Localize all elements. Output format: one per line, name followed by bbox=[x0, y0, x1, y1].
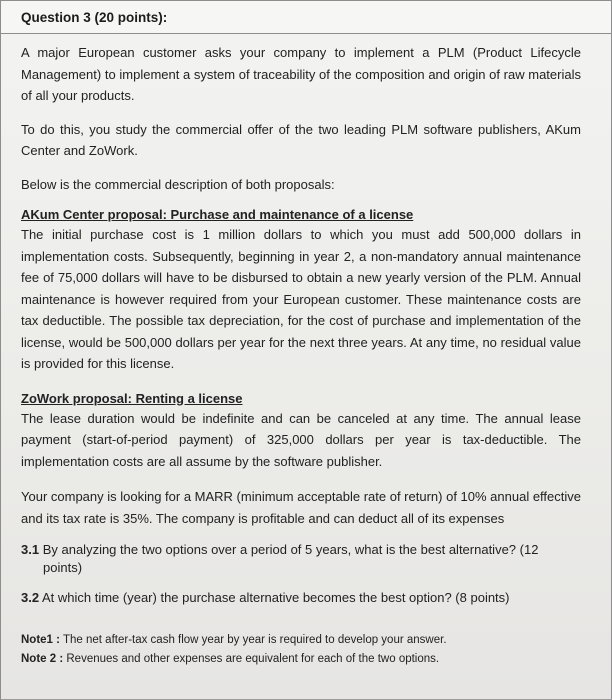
note-label: Note1 : bbox=[21, 634, 60, 646]
marr-paragraph: Your company is looking for a MARR (minimum acceptable rate of return) of 10% annual effective and its tax rate is 35%. The company is profitable and can deduct all of its expenses bbox=[21, 489, 581, 526]
question-number: 3.1 bbox=[21, 542, 40, 557]
question-text: By analyzing the two options over a period of 5 years, what is the best alternative? (12 bbox=[42, 542, 539, 557]
question-text-continued: points) bbox=[43, 560, 83, 575]
question-text: At which time (year) the purchase alternative becomes the best option? (8 points) bbox=[41, 590, 510, 605]
note-text: Revenues and other expenses are equivalent for each of the two options. bbox=[66, 653, 440, 665]
question-header bbox=[0, 0, 612, 34]
note-2 bbox=[21, 650, 581, 669]
question-title: Question 3 (20 points): bbox=[21, 10, 168, 25]
question-body bbox=[0, 34, 612, 700]
zowork-paragraph: The lease duration would be indefinite and can be canceled at any time. The annual lease payment (start-of-period payment) of 325,000 dollars per year is tax-deductible. The implementation costs are all assume by the software publisher. bbox=[21, 410, 581, 469]
note-text: The net after-tax cash flow year by year is required to develop your answer. bbox=[62, 634, 447, 646]
note-label: Note 2 : bbox=[21, 653, 64, 665]
note-1 bbox=[21, 631, 581, 650]
study-paragraph: To do this, you study the commercial offer of the two leading PLM software publishers, AKum Center and ZoWork. bbox=[21, 121, 581, 158]
intro-paragraph: A major European customer asks your company to implement a PLM (Product Lifecycle Management) to implement a system of traceability of the composition and origin of raw materials of all your products. bbox=[21, 45, 581, 103]
zowork-section-title: ZoWork proposal: Renting a license bbox=[21, 390, 243, 406]
akum-paragraph: The initial purchase cost is 1 million dollars to which you must add 500,000 dollars in implementation costs. Subsequently, beginning in year 2, a non-mandatory annual maintenance fee of 75,000 dollars will have to be disbursed to obtain a new yearly version of the PLM. Annual maintenance is however required from your European customer. These maintenance costs are tax deductible. The possible tax depreciation, for the cost of purchase and implementation of the license, would be 500,000 dollars per year for the next three years. At any time, no residual value is provided for this license. bbox=[21, 227, 581, 371]
question-number: 3.2 bbox=[21, 590, 40, 605]
below-paragraph: Below is the commercial description of both proposals: bbox=[21, 176, 335, 192]
question-3-2 bbox=[21, 589, 581, 607]
question-3-1 bbox=[21, 541, 581, 577]
notes-block bbox=[21, 631, 581, 669]
akum-section-title: AKum Center proposal: Purchase and maintenance of a license bbox=[21, 207, 414, 222]
